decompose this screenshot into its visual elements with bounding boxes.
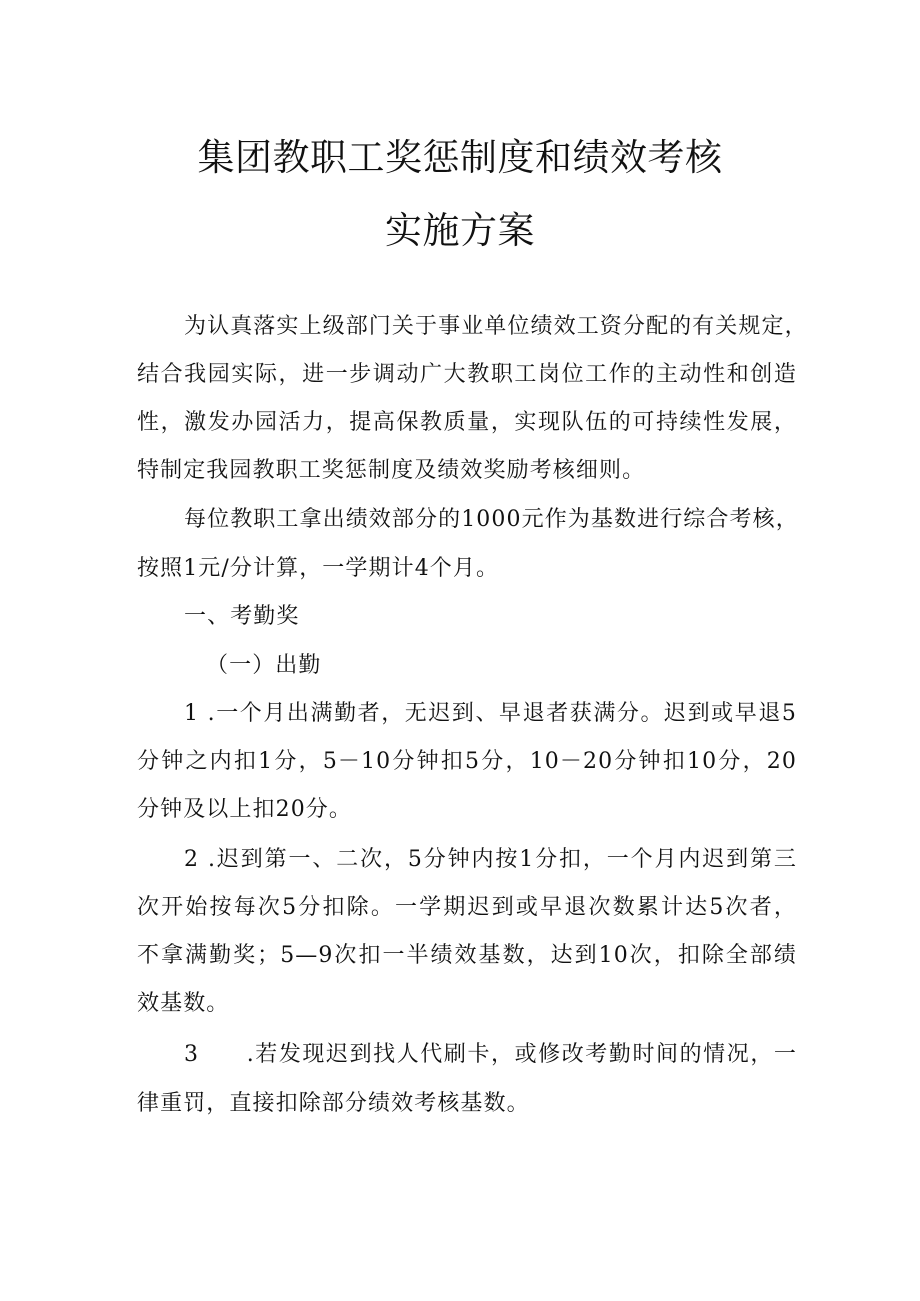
item-2-line: 次开始按每次5分扣除。一学期迟到或早退次数累计达5次者， xyxy=(137,895,797,920)
intro-paragraph-line: 性，激发办园活力，提高保教质量，实现队伍的可持续性发展， xyxy=(137,410,797,435)
basis-paragraph-line: 每位教职工拿出绩效部分的1000元作为基数进行综合考核， xyxy=(184,507,799,532)
item-2-line: 效基数。 xyxy=(137,991,230,1016)
item-1-line: 1 .一个月出满勤者，无迟到、早退者获满分。迟到或早退5 xyxy=(184,701,797,726)
section-heading-attendance-award: 一、考勤奖 xyxy=(184,604,300,629)
item-1-line: 分钟及以上扣20分。 xyxy=(137,797,352,822)
item-2-line: 2 .迟到第一、二次，5分钟内按1分扣，一个月内迟到第三 xyxy=(184,847,797,872)
document-title-line-1: 集团教职工奖惩制度和绩效考核 xyxy=(197,136,723,179)
basis-paragraph-line: 按照1元/分计算，一学期计4个月。 xyxy=(137,556,500,581)
item-2-line: 不拿满勤奖；5—9次扣一半绩效基数，达到10次，扣除全部绩 xyxy=(137,943,797,968)
intro-paragraph-line: 特制定我园教职工奖惩制度及绩效奖励考核细则。 xyxy=(137,458,646,483)
item-3-line: 律重罚，直接扣除部分绩效考核基数。 xyxy=(137,1091,530,1116)
intro-paragraph-line: 结合我园实际，进一步调动广大教职工岗位工作的主动性和创造 xyxy=(137,362,797,387)
intro-paragraph-line: 为认真落实上级部门关于事业单位绩效工资分配的有关规定， xyxy=(184,314,808,339)
item-1-line: 分钟之内扣1分，5－10分钟扣5分，10－20分钟扣10分，20 xyxy=(137,749,797,774)
subsection-heading-attendance: （一）出勤 xyxy=(206,653,322,678)
item-3-line: 3 .若发现迟到找人代刷卡，或修改考勤时间的情况，一 xyxy=(184,1042,797,1067)
document-title-line-2: 实施方案 xyxy=(385,209,535,252)
